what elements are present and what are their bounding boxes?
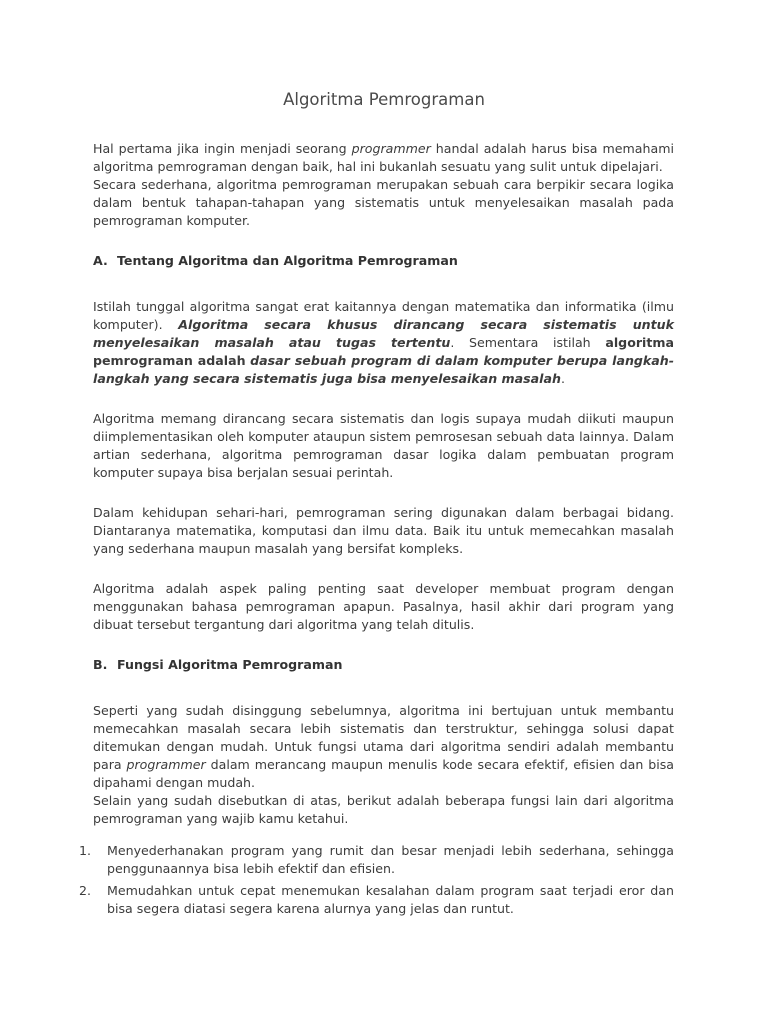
intro-paragraph-1 bbox=[93, 140, 674, 176]
text-run: Hal pertama jika ingin menjadi seorang bbox=[93, 141, 352, 156]
list-item bbox=[79, 882, 674, 918]
text-run: Istilah tunggal algoritma sangat erat kaitannya dengan matematika dan informatika (ilmu komputer). bbox=[93, 299, 674, 332]
list-item bbox=[79, 842, 674, 878]
section-b-heading bbox=[93, 656, 674, 674]
section-marker: A. bbox=[93, 253, 108, 268]
text-run: dalam merancang maupun menulis kode secara efektif, efisien dan bisa dipahami dengan mudah. bbox=[93, 757, 674, 790]
section-a-paragraph-3: Dalam kehidupan sehari-hari, pemrograman sering digunakan dalam berbagai bidang. Diantaranya matematika, komputasi dan ilmu data. Baik itu untuk memecahkan masalah yang sederhana maupun masalah yang bersifat kompleks. bbox=[93, 505, 674, 556]
section-heading-text: Tentang Algoritma dan Algoritma Pemrograman bbox=[117, 253, 458, 268]
text-run: Seperti yang sudah disinggung sebelumnya, algoritma ini bertujuan untuk membantu memecahkan masalah secara lebih sistematis dan terstruktur, sehingga solusi dapat ditemukan dengan mudah. Untuk fungsi utama dari algoritma sendiri adalah membantu para bbox=[93, 703, 674, 772]
bold-italic-text: dasar sebuah program di dalam komputer berupa langkah-langkah yang secara sistematis juga bisa menyelesaikan masalah bbox=[93, 353, 674, 386]
text-run: handal adalah harus bisa memahami algoritma pemrograman dengan baik, hal ini bukanlah sesuatu yang sulit untuk dipelajari. bbox=[93, 141, 674, 174]
section-marker: B. bbox=[93, 657, 108, 672]
section-b-paragraph-2: Selain yang sudah disebutkan di atas, berikut adalah beberapa fungsi lain dari algoritma pemrograman yang wajib kamu ketahui. bbox=[93, 793, 674, 826]
section-a-paragraph-2: Algoritma memang dirancang secara sistematis dan logis supaya mudah diikuti maupun diimplementasikan oleh komputer ataupun sistem pemrosesan sebuah data lainnya. Dalam artian sederhana, algoritma pemrograman dasar logika dalam pembuatan program komputer supaya bisa berjalan sesuai perintah. bbox=[93, 411, 674, 480]
section-b-paragraph-1 bbox=[93, 702, 674, 792]
italic-text: programmer bbox=[126, 757, 206, 772]
document-body bbox=[79, 140, 675, 922]
section-heading-text: Fungsi Algoritma Pemrograman bbox=[117, 657, 343, 672]
document-title: Algoritma Pemrograman bbox=[283, 90, 485, 109]
section-a-paragraph-4: Algoritma adalah aspek paling penting saat developer membuat program dengan menggunakan bahasa pemrograman apapun. Pasalnya, hasil akhir dari program yang dibuat tersebut tergantung dari algoritma yang telah ditulis. bbox=[93, 581, 674, 632]
intro-paragraph-2: Secara sederhana, algoritma pemrograman merupakan sebuah cara berpikir secara logika dalam bentuk tahapan-tahapan yang sistematis untuk menyelesaikan masalah pada pemrograman komputer. bbox=[93, 177, 674, 228]
list-item-text: Menyederhanakan program yang rumit dan besar menjadi lebih sederhana, sehingga penggunaannya bisa lebih efektif dan efisien. bbox=[107, 843, 674, 876]
list-number: 2. bbox=[79, 883, 92, 898]
section-a-heading bbox=[93, 252, 674, 270]
functions-list bbox=[79, 842, 674, 918]
section-a-paragraph-1 bbox=[93, 298, 674, 388]
list-item-text: Memudahkan untuk cepat menemukan kesalahan dalam program saat terjadi eror dan bisa segera diatasi segera karena alurnya yang jelas dan runtut. bbox=[107, 883, 674, 916]
bold-italic-text: Algoritma secara khusus dirancang secara sistematis untuk menyelesaikan masalah atau tugas tertentu bbox=[93, 317, 674, 350]
italic-text: programmer bbox=[351, 141, 431, 156]
text-run: . bbox=[560, 371, 565, 386]
bold-text: algoritma pemrograman adalah bbox=[93, 335, 675, 368]
list-number: 1. bbox=[79, 843, 92, 858]
text-run: . Sementara istilah bbox=[450, 335, 606, 350]
